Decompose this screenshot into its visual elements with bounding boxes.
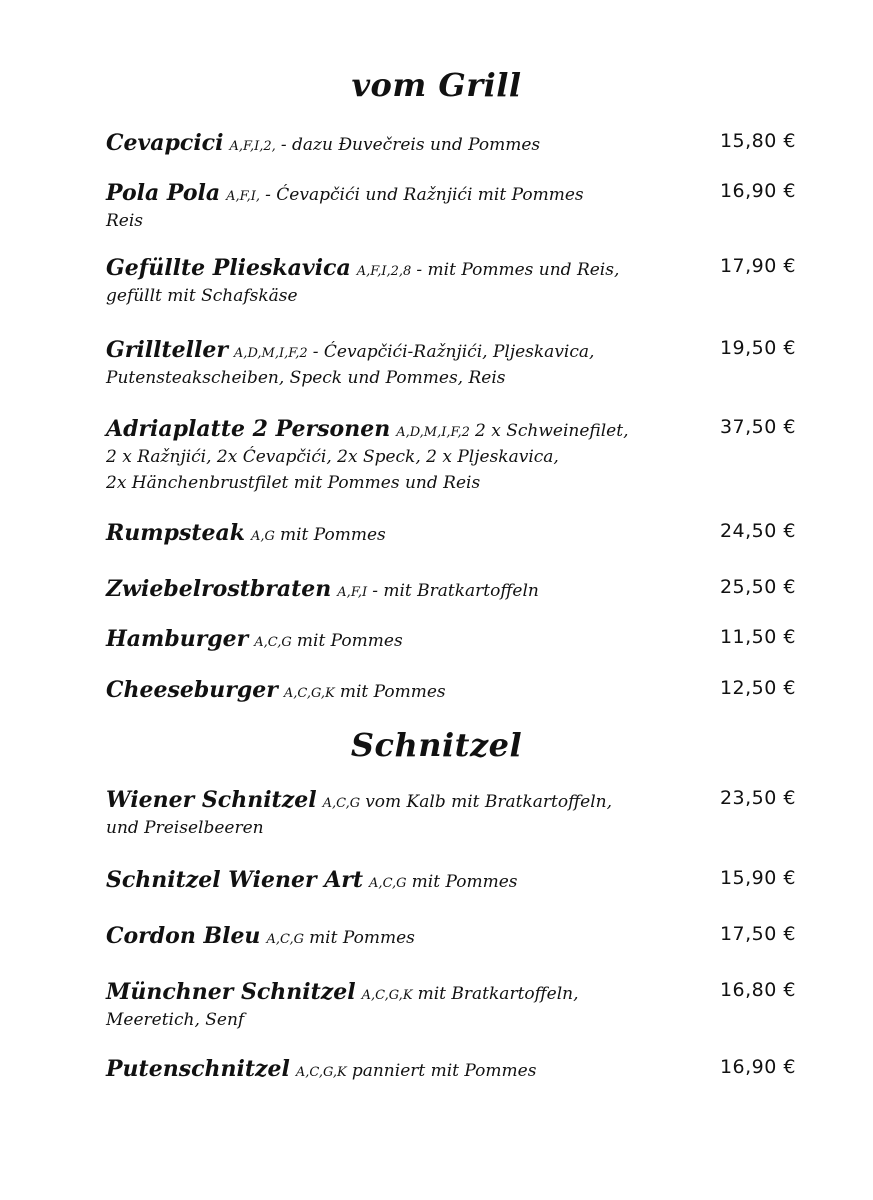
item-allergens: A,C,G,K xyxy=(361,988,413,1003)
item-allergens: A,C,G xyxy=(254,635,292,650)
item-allergens: A,C,G,K xyxy=(283,686,335,701)
item-price: 16,90 € xyxy=(719,180,796,202)
item-description: - mit Pommes und Reis, xyxy=(416,260,620,280)
item-allergens: A,F,I, xyxy=(226,189,261,204)
item-price: 37,50 € xyxy=(719,416,796,438)
item-name: Wiener Schnitzel xyxy=(106,787,317,813)
menu-item xyxy=(106,626,796,654)
item-description: mit Pommes xyxy=(309,928,415,948)
item-description: vom Kalb mit Bratkartoffeln, xyxy=(365,792,613,812)
item-description: mit Pommes xyxy=(296,631,403,651)
item-price: 19,50 € xyxy=(719,337,796,359)
item-name: Cevapcici xyxy=(106,130,224,156)
item-name: Adriaplatte 2 Personen xyxy=(106,416,391,442)
menu-item xyxy=(106,923,796,951)
item-allergens: A,F,I,2,8 xyxy=(356,264,412,279)
item-name: Gefüllte Plieskavica xyxy=(106,255,351,281)
item-description-cont: gefüllt mit Schafskäse xyxy=(106,286,298,306)
item-allergens: A,G xyxy=(250,529,275,544)
menu-item xyxy=(106,130,796,158)
item-description-cont: Reis xyxy=(106,211,144,231)
item-allergens: A,D,M,I,F,2 xyxy=(396,425,470,440)
item-name: Putenschnitzel xyxy=(106,1056,290,1082)
menu-item xyxy=(106,677,796,705)
item-description-cont: Meeretich, Senf xyxy=(106,1010,245,1030)
item-description-cont: und Preiselbeeren xyxy=(106,818,264,838)
item-name: Zwiebelrostbraten xyxy=(106,576,332,602)
menu-item xyxy=(106,416,796,496)
menu-item xyxy=(106,520,796,548)
item-price: 25,50 € xyxy=(719,576,796,598)
item-description-cont: 2x Hänchenbrustfilet mit Pommes und Reis xyxy=(106,473,481,493)
item-price: 17,90 € xyxy=(719,255,796,277)
item-description: - dazu Đuvečreis und Pommes xyxy=(280,135,541,155)
menu-item xyxy=(106,337,796,391)
item-name: Hamburger xyxy=(106,626,249,652)
menu-item xyxy=(106,180,796,234)
menu-item xyxy=(106,255,796,309)
item-description: mit Pommes xyxy=(411,872,518,892)
menu-item xyxy=(106,979,796,1033)
item-description: - mit Bratkartoffeln xyxy=(372,581,539,601)
item-allergens: A,C,G xyxy=(266,932,304,947)
item-allergens: A,F,I xyxy=(337,585,368,600)
item-allergens: A,C,G,K xyxy=(295,1065,347,1080)
menu-item xyxy=(106,1056,796,1084)
item-price: 12,50 € xyxy=(719,677,796,699)
item-description: - Ćevapčići und Ražnjići mit Pommes xyxy=(265,185,584,205)
item-name: Schnitzel Wiener Art xyxy=(106,867,364,893)
item-allergens: A,C,G xyxy=(322,796,361,811)
item-description: - Ćevapčići-Ražnjići, Pljeskavica, xyxy=(312,342,595,362)
item-description: mit Bratkartoffeln, xyxy=(417,984,579,1004)
item-description: mit Pommes xyxy=(279,525,386,545)
item-name: Cheeseburger xyxy=(106,677,278,703)
item-description: 2 x Schweinefilet, xyxy=(475,421,629,441)
item-allergens: A,C,G xyxy=(369,876,407,891)
item-description: panniert mit Pommes xyxy=(351,1061,537,1081)
item-name: Grillteller xyxy=(106,337,228,363)
item-price: 15,80 € xyxy=(719,130,796,152)
item-name: Cordon Bleu xyxy=(106,923,261,949)
item-price: 23,50 € xyxy=(719,787,796,809)
item-price: 16,90 € xyxy=(719,1056,796,1078)
item-name: Pola Pola xyxy=(106,180,221,206)
section-heading-grill: vom Grill xyxy=(351,66,522,104)
item-description-cont: 2 x Ražnjići, 2x Ćevapčići, 2x Speck, 2 x Pljeskavica, xyxy=(106,447,559,467)
item-price: 15,90 € xyxy=(719,867,796,889)
item-name: Rumpsteak xyxy=(106,520,245,546)
item-allergens: A,F,I,2, xyxy=(229,139,276,154)
menu-item xyxy=(106,787,796,841)
section-heading-schnitzel: Schnitzel xyxy=(350,726,523,764)
item-allergens: A,D,M,I,F,2 xyxy=(233,346,308,361)
item-price: 11,50 € xyxy=(719,626,796,648)
item-price: 16,80 € xyxy=(719,979,796,1001)
item-description-cont: Putensteakscheiben, Speck und Pommes, Reis xyxy=(106,368,506,388)
menu-item xyxy=(106,867,796,895)
item-name: Münchner Schnitzel xyxy=(106,979,356,1005)
item-price: 24,50 € xyxy=(719,520,796,542)
menu-item xyxy=(106,576,796,604)
item-price: 17,50 € xyxy=(719,923,796,945)
item-description: mit Pommes xyxy=(339,682,446,702)
